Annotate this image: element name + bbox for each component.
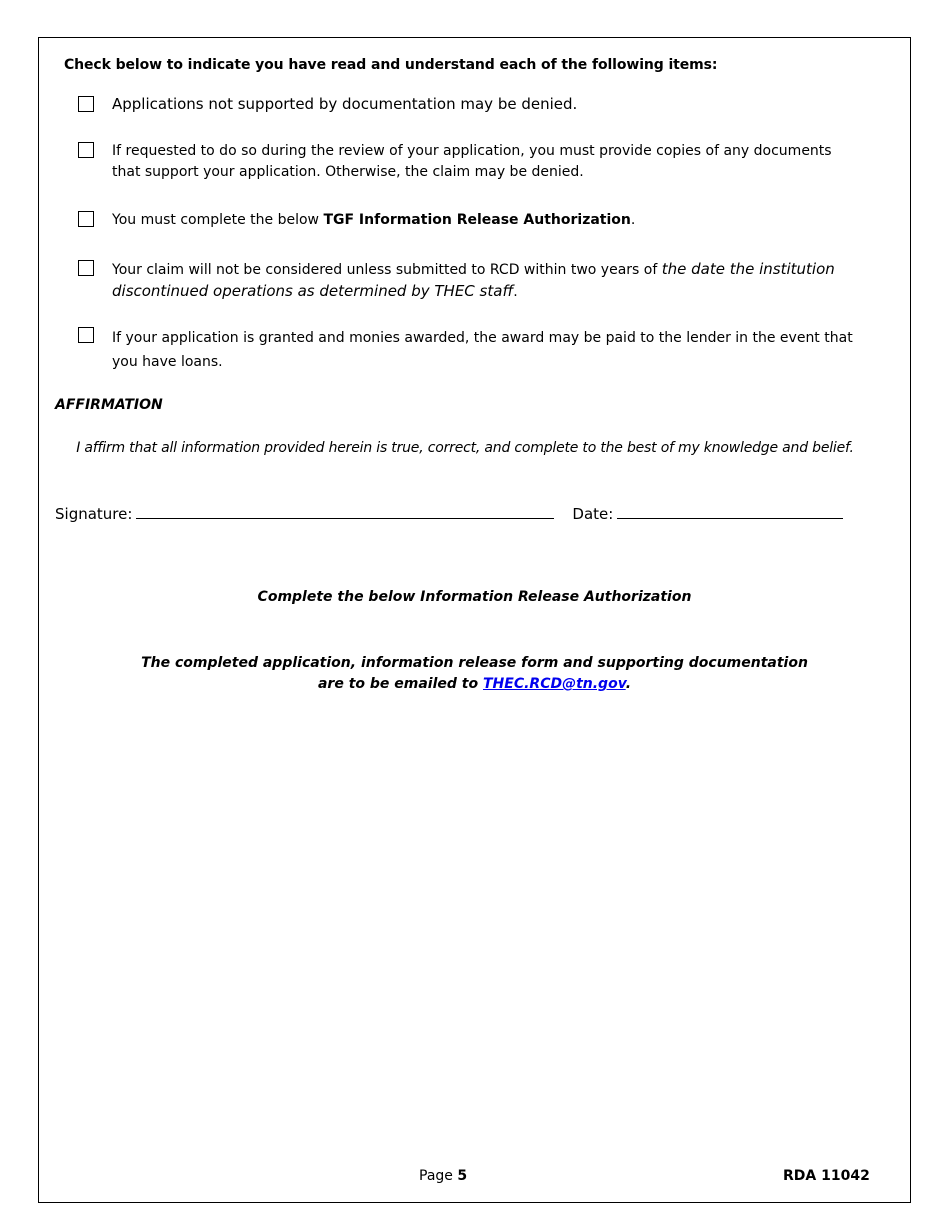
- page-label: Page: [419, 1168, 458, 1184]
- checkbox-lender[interactable]: [78, 327, 94, 343]
- checklist-item-text: [112, 210, 864, 231]
- date-field[interactable]: [617, 504, 843, 519]
- checklist-item-text: If requested to do so during the review of your application, you must provide copies of any documents that support your application. Otherwise, the claim may be denied.: [112, 143, 832, 180]
- item-text-before: Your claim will not be considered unless submitted to RCD within two years of: [112, 262, 662, 278]
- checkbox-two-years[interactable]: [78, 260, 94, 276]
- email-link[interactable]: THEC.RCD@tn.gov: [482, 676, 626, 692]
- item-text-bold: TGF Information Release Authorization: [323, 212, 631, 228]
- checklist-item-text: If your application is granted and monies awarded, the award may be paid to the lender in the event that you have loans.: [112, 330, 853, 370]
- submission-notice-text: are to be emailed to: [317, 676, 483, 692]
- affirmation-statement: I affirm that all information provided herein is true, correct, and complete to the best of my knowledge and belief.: [76, 440, 854, 456]
- submission-notice: [38, 653, 911, 695]
- checklist-item-text: Applications not supported by documentation may be denied.: [112, 95, 578, 113]
- submission-notice-line2: [38, 674, 911, 695]
- form-code: RDA 11042: [783, 1168, 870, 1184]
- checkbox-documentation[interactable]: [78, 96, 94, 112]
- date-label: Date:: [572, 505, 614, 523]
- checkbox-copies[interactable]: [78, 142, 94, 158]
- item-text-italic: the date the institution discontinued operations as determined by THEC staff: [112, 260, 835, 300]
- item-text-after: .: [513, 284, 518, 300]
- signature-label: Signature:: [55, 505, 133, 523]
- release-authorization-notice: Complete the below Information Release Authorization: [257, 589, 692, 605]
- instructions-heading: Check below to indicate you have read and understand each of the following items:: [64, 57, 718, 73]
- signature-field[interactable]: [136, 504, 554, 519]
- submission-notice-line1: The completed application, information release form and supporting documentation: [141, 655, 808, 671]
- checklist-item-text: [112, 259, 864, 303]
- checkbox-release-authorization[interactable]: [78, 211, 94, 227]
- signature-row: [55, 504, 843, 523]
- item-text-after: .: [630, 212, 636, 228]
- affirmation-heading: AFFIRMATION: [55, 397, 163, 413]
- submission-notice-end: .: [625, 676, 632, 692]
- item-text-before: You must complete the below: [112, 212, 324, 228]
- page-number: [419, 1168, 467, 1184]
- page-number-value: 5: [457, 1168, 468, 1184]
